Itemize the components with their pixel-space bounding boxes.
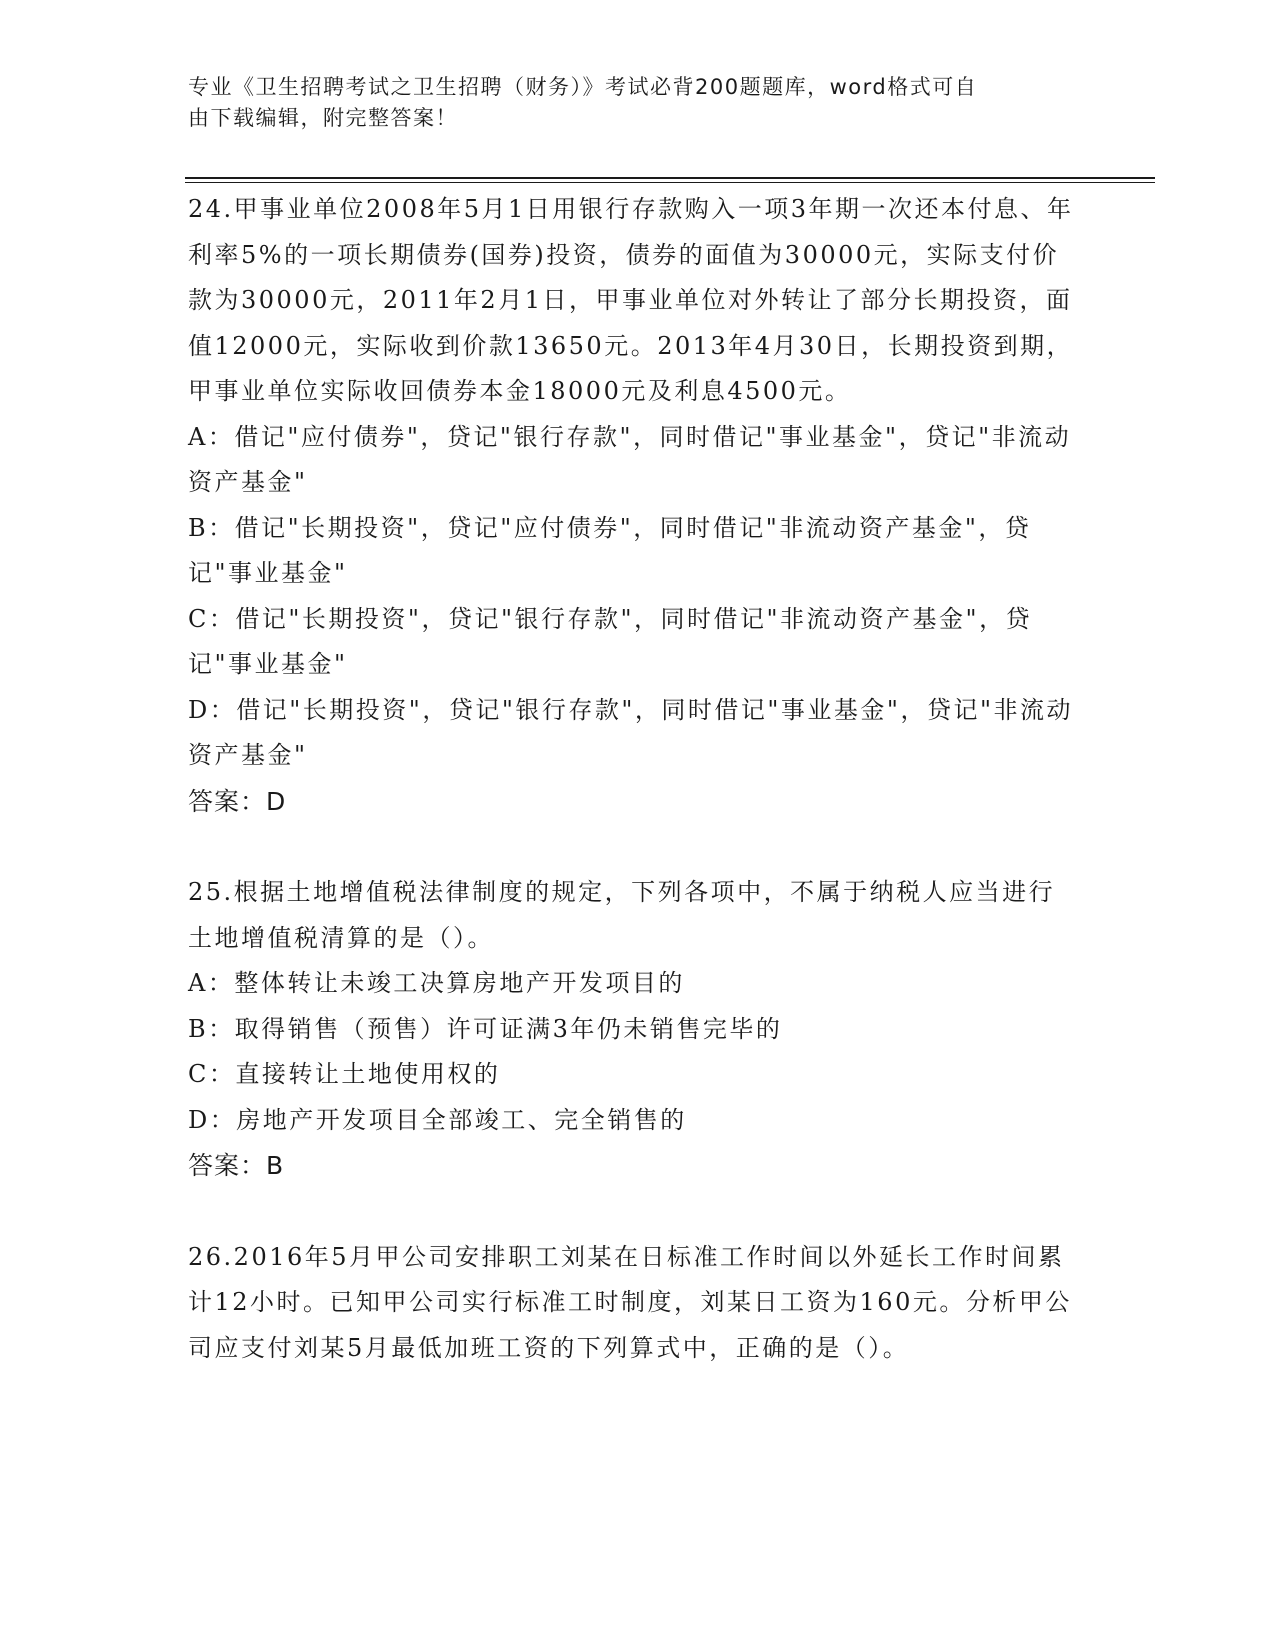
option-a: A：整体转让未竣工决算房地产开发项目的 — [188, 969, 685, 997]
option-c: C：直接转让土地使用权的 — [188, 1060, 501, 1088]
document-header — [188, 72, 1068, 134]
question-text: 24.甲事业单位2008年5月1日用银行存款购入一项3年期一次还本付息、年利率5%的一项长期债券(国券)投资，债券的面值为30000元，实际支付价款为30000元，2011年2月1日，甲事业单位对外转让了部分长期投资，面值12000元，实际收到价款13650元。2013年4月30日，长期投资到期，甲事业单位实际收回债券本金18000元及利息4500元。 — [188, 195, 1074, 405]
option-c: C：借记"长期投资"，贷记"银行存款"，同时借记"非流动资产基金"，贷记"事业基金" — [188, 604, 1033, 678]
option-d: D：借记"长期投资"，贷记"银行存款"，同时借记"事业基金"，贷记"非流动资产基金" — [188, 695, 1074, 769]
question-list — [188, 187, 1078, 1371]
answer-text: 答案：B — [188, 1151, 285, 1180]
header-line-2: 由下载编辑，附完整答案！ — [188, 106, 458, 130]
option-b: B：借记"长期投资"，贷记"应付债券"，同时借记"非流动资产基金"，贷记"事业基金" — [188, 513, 1032, 587]
question-25 — [188, 870, 1078, 1189]
option-a: A：借记"应付债券"，贷记"银行存款"，同时借记"事业基金"，贷记"非流动资产基金" — [188, 422, 1072, 496]
question-spacer — [188, 1189, 1078, 1235]
question-text: 25.根据土地增值税法律制度的规定，下列各项中，不属于纳税人应当进行土地增值税清算的是（）。 — [188, 878, 1056, 952]
option-b: B：取得销售（预售）许可证满3年仍未销售完毕的 — [188, 1014, 783, 1043]
question-26 — [188, 1235, 1078, 1372]
header-divider-thin — [185, 182, 1155, 183]
question-24 — [188, 187, 1078, 824]
question-text: 26.2016年5月甲公司安排职工刘某在日标准工作时间以外延长工作时间累计12小时。已知甲公司实行标准工时制度，刘某日工资为160元。分析甲公司应支付刘某5月最低加班工资的下列算式中，正确的是（）。 — [188, 1242, 1072, 1362]
header-line-1: 专业《卫生招聘考试之卫生招聘（财务）》考试必背200题题库，word格式可自 — [188, 75, 978, 99]
answer-text: 答案：D — [188, 786, 287, 816]
question-spacer — [188, 824, 1078, 870]
option-d: D：房地产开发项目全部竣工、完全销售的 — [188, 1105, 687, 1134]
header-divider-thick — [185, 177, 1155, 179]
